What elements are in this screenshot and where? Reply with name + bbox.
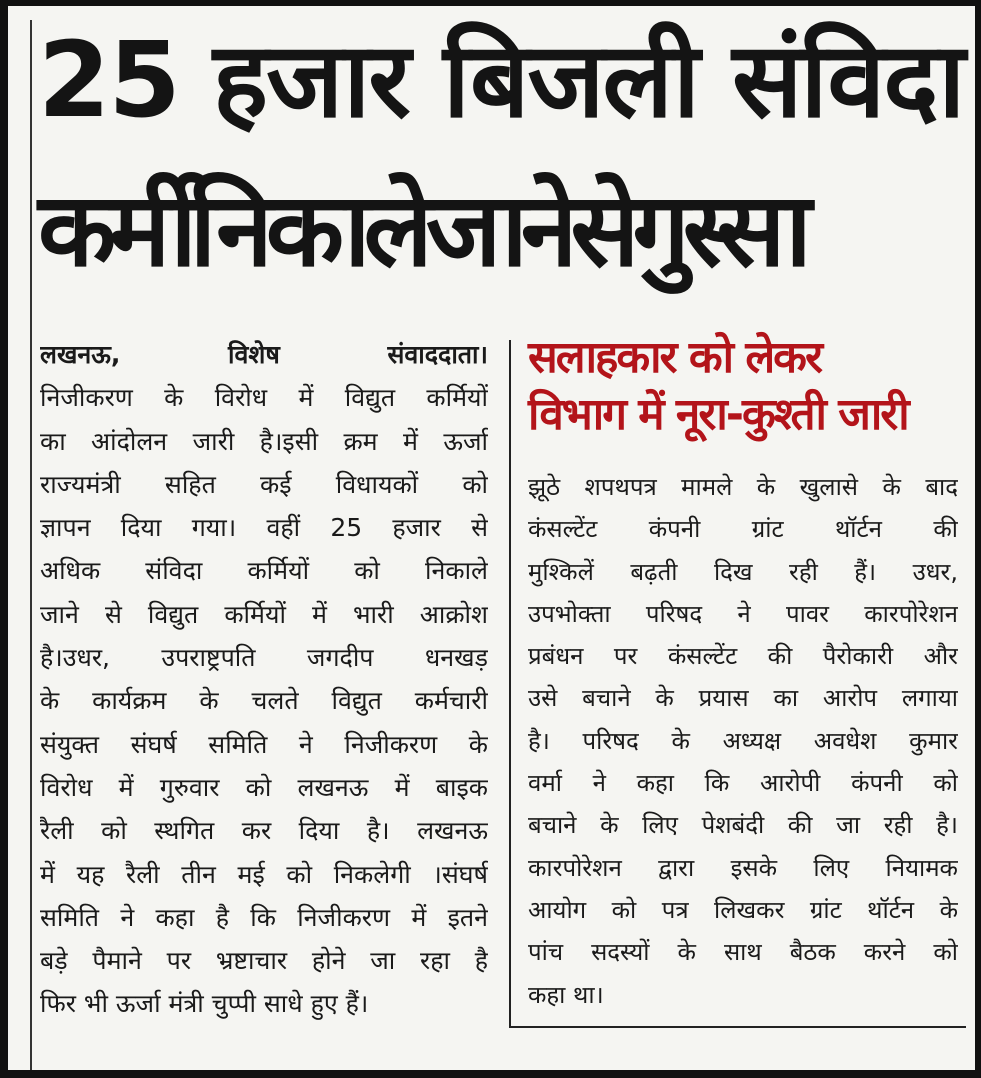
side-heading-line-1: सलाहकार को लेकर [528, 332, 821, 383]
main-story-line: जाने से विद्युत कर्मियों में भारी आक्रोश [40, 599, 488, 629]
main-story-line: फिर भी ऊर्जा मंत्री चुप्पी साधे हुए हैं। [40, 989, 369, 1019]
main-story-column [40, 333, 488, 1026]
side-story-line: कंसल्टेंट कंपनी ग्रांट थॉर्टन की [528, 515, 958, 544]
frame-border-bottom [0, 1070, 981, 1078]
side-story-column [528, 466, 958, 1016]
dateline: लखनऊ, विशेष संवाददाता। [40, 340, 488, 369]
main-story-line: संयुक्त संघर्ष समिति ने निजीकरण के [40, 729, 488, 759]
frame-border-right [975, 0, 981, 1078]
side-story-line: उपभोक्ता परिषद ने पावर कारपोरेशन [528, 599, 958, 628]
side-heading-line-2: विभाग में नूरा-कुश्ती जारी [528, 389, 908, 440]
side-story-line: प्रबंधन पर कंसल्टेंट की पैरोकारी और [528, 642, 958, 671]
main-story-line: ज्ञापन दिया गया। वहीं 25 हजार से [40, 513, 488, 543]
main-story-line: में यह रैली तीन मई को निकलेगी ।संघर्ष [40, 859, 488, 889]
headline-line-1: 25 हजार बिजली संविदा [38, 19, 964, 141]
side-story-line: वर्मा ने कहा कि आरोपी कंपनी को [528, 769, 958, 798]
headline-line-2: कर्मीनिकालेजानेसेगुस्सा [38, 171, 805, 290]
column-rule-left [30, 20, 32, 1070]
main-story-line: है।उधर, उपराष्ट्रपति जगदीप धनखड़ [40, 643, 488, 673]
main-story-line: राज्यमंत्री सहित कई विधायकों को [40, 469, 488, 499]
frame-border-top [0, 0, 981, 6]
main-story-line: का आंदोलन जारी है।इसी क्रम में ऊर्जा [40, 426, 488, 456]
main-story-line: के कार्यक्रम के चलते विद्युत कर्मचारी [40, 686, 488, 716]
side-story-line: उसे बचाने के प्रयास का आरोप लगाया [528, 684, 958, 713]
main-story-line: विरोध में गुरुवार को लखनऊ में बाइक [40, 772, 488, 802]
main-story-line: रैली को स्थगित कर दिया है। लखनऊ [40, 816, 488, 846]
main-story-line: समिति ने कहा है कि निजीकरण में इतने [40, 902, 488, 932]
side-story-line: पांच सदस्यों के साथ बैठक करने को [528, 938, 958, 967]
side-story-line: आयोग को पत्र लिखकर ग्रांट थॉर्टन के [528, 895, 958, 924]
main-story-line: अधिक संविदा कर्मियों को निकाले [40, 556, 488, 586]
column-divider [509, 340, 511, 1028]
main-story-line: बड़े पैमाने पर भ्रष्टाचार होने जा रहा है [40, 946, 488, 976]
side-story-line: कहा था। [528, 980, 604, 1009]
main-story-line: निजीकरण के विरोध में विद्युत कर्मियों [40, 383, 488, 413]
side-story-line: कारपोरेशन द्वारा इसके लिए नियामक [528, 853, 958, 882]
side-story-line: मुश्किलें बढ़ती दिख रही हैं। उधर, [528, 557, 958, 586]
side-box-bottom-rule [509, 1026, 966, 1028]
side-story-line: है। परिषद के अध्यक्ष अवधेश कुमार [528, 726, 958, 755]
side-story-line: बचाने के लिए पेशबंदी की जा रही है। [528, 811, 958, 840]
frame-border-left [0, 0, 8, 1078]
side-story-line: झूठे शपथपत्र मामले के खुलासे के बाद [528, 473, 958, 501]
